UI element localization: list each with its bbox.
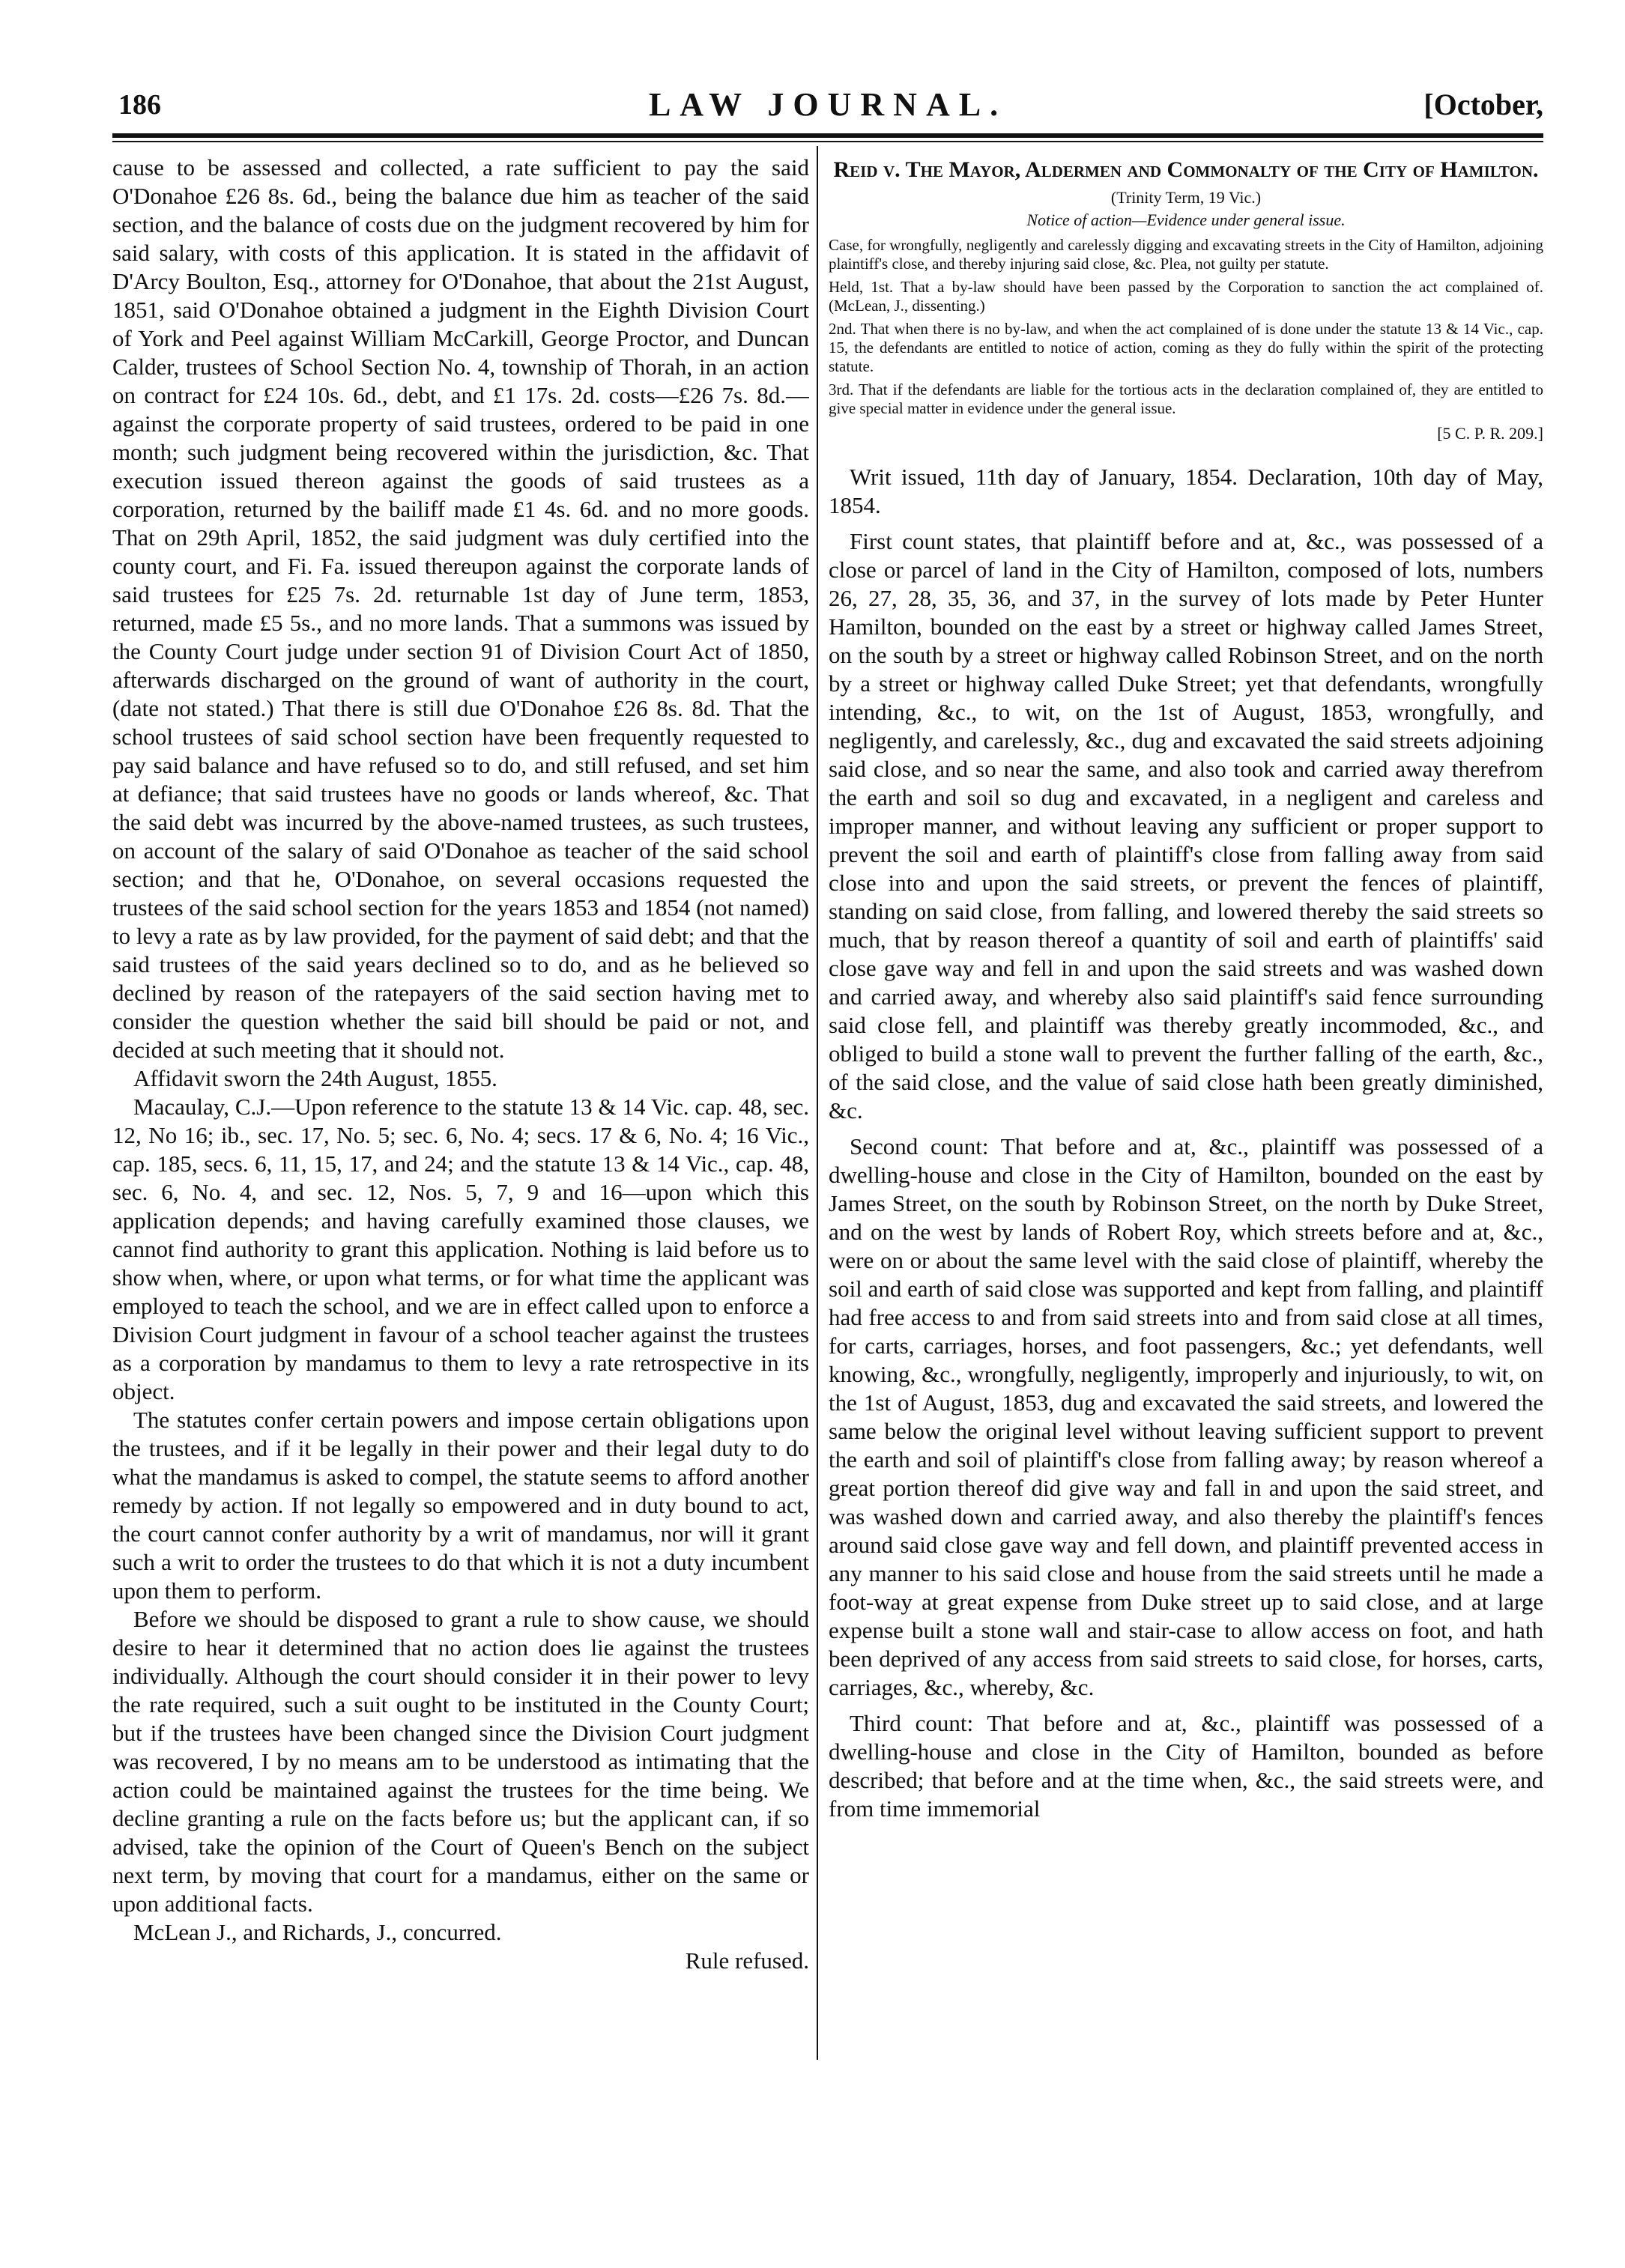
headnote: 3rd. That if the defendants are liable for the tortious acts in the declaration complained of, they are entitled to give special matter in evidence under the general issue. xyxy=(829,380,1543,417)
paragraph: The statutes confer certain powers and impose certain obligations upon the trustees, and if it be legally in their power and their legal duty to do what the mandamus is asked to compel, the statute seems to afford another remedy by action. If not legally so empowered and in duty bound to act, the court cannot confer authority by a writ of mandamus, nor will it grant such a writ to order the trustees to do that which it is not a duty incumbent upon them to perform. xyxy=(112,1407,809,1604)
paragraph: cause to be assessed and collected, a rate sufficient to pay the said O'Donahoe £26 8s. 6d., being the balance due him as teacher of the said section, and the balance of costs due on the judgment recovered by him for said salary, with costs of this application. It is stated in the affidavit of D'Arcy Boulton, Esq., attorney for O'Donahoe, that about the 21st August, 1851, said O'Donahoe obtained a judgment in the Eighth Division Court of York and Peel against William McCarkill, George Proctor, and Duncan Calder, trustees of School Section No. 4, township of Thorah, in an action on contract for £24 10s. 6d., debt, and £1 17s. 2d. costs—£26 7s. 8d.—against the corporate property of said trustees, ordered to be paid in one month; such judgment being recovered within the jurisdiction, &c. That execution issued thereon against the goods of said trustees as a corporation, returned by the bailiff made £1 4s. 6d. and no more goods. That on 29th April, 1852, the said judgment was duly certified into the county court, and Fi. Fa. issued thereupon against the corporate lands of said trustees for £25 7s. 2d. returnable 1st day of June term, 1853, returned, made £5 5s., and no more lands. That a summons was issued by the County Court judge under section 91 of Division Court Act of 1850, afterwards discharged on the ground of want of authority in the court, (date not stated.) That there is still due O'Donahoe £26 8s. 8d. That the school trustees of said school section have been frequently requested to pay said balance and have refused so to do, and still refused, and set him at defiance; that said trustees have no goods or lands whereof, &c. That the said debt was incurred by the above-named trustees, as such trustees, on account of the salary of said O'Donahoe as teacher of the said school section; and that he, O'Donahoe, on several occasions requested the trustees of the said school section for the years 1853 and 1854 (not named) to levy a rate as by law provided, for the payment of said debt; and that the said trustees of the said years declined so to do, and as he believed so declined by reason of the ratepayers of the said section having met to consider the question whether the said bill should be paid or not, and decided at such meeting that it should not. xyxy=(112,154,809,1063)
paragraph: McLean J., and Richards, J., concurred. xyxy=(133,1919,502,1945)
paragraph: Third count: That before and at, &c., plaintiff was possessed of a dwelling-house and close in the City of Hamilton, bounded as before described; that before and at the time when, &c., the said streets were, and from time immemorial xyxy=(829,1710,1543,1822)
paragraph: Second count: That before and at, &c., plaintiff was possessed of a dwelling-house and close in the City of Hamilton, bounded on the east by James Street, on the south by Robinson Street, on the north by Duke Street, and on the west by lands of Robert Roy, which streets before and at, &c., were on or about the same level with the said close of plaintiff, whereby the soil and earth of said close was supported and kept from falling, and plaintiff had free access to and from said streets into and from said close at all times, for carts, carriages, horses, and foot passengers, &c.; yet defendants, well knowing, &c., wrongfully, negligently, improperly and injuriously, to wit, on the 1st of August, 1853, dug and excavated the said streets, and lowered the same below the original level without leaving sufficient support to prevent the earth and soil of plaintiff's close from falling away; by reason whereof a great portion thereof did give way and fall in and upon the said street, and was washed down and carried away, and also thereby the plaintiff's fences around said close gave way and fell down, and plaintiff prevented access in any manner to his said close and house from the said streets until he made a foot-way at great expense from Duke street up to said close, and at large expense built a stone wall and stair-case to allow access on foot, and hath been deprived of any access from said streets to said close, for horses, carts, carriages, &c., whereby, &c. xyxy=(829,1133,1543,1700)
page-header xyxy=(112,81,1543,133)
header-rule-thick xyxy=(112,133,1543,138)
month-label: [October, xyxy=(1423,88,1543,121)
paragraph: First count states, that plaintiff before and at, &c., was possessed of a close or parcel of land in the City of Hamilton, composed of lots, numbers 26, 27, 28, 35, 36, and 37, in the survey of lots made by Peter Hunter Hamilton, bounded on the east by a street or highway called James Street, on the south by a street or highway called Robinson Street, and on the north by a street or highway called Duke Street; yet that defendants, wrongfully intending, &c., to wit, on the 1st of August, 1853, wrongfully, and negligently, and carelessly, &c., dug and excavated the said streets adjoining said close, and so near the same, and also took and carried away therefrom the earth and soil so dug and excavated, in a negligent and careless and improper manner, and without leaving any sufficient or proper support to prevent the soil and earth of plaintiff's close from falling away from said close into and upon the said streets, or prevent the fences of plaintiff, standing on said close, from falling, and lowered thereby the said streets so much, that by reason thereof a quantity of soil and earth of plaintiffs' said close gave way and fell in and upon the said streets and was washed down and carried away, and whereby also said plaintiff's said fence surrounding said close fell, and plaintiff was thereby greatly incommoded, &c., and obliged to build a stone wall to prevent the further falling of the earth, &c., of the said close, and the value of said close hath been greatly diminished, &c. xyxy=(829,528,1543,1124)
headnote: Held, 1st. That a by-law should have been passed by the Corporation to sanction the act complained of. (McLean, J., dissenting.) xyxy=(829,278,1543,315)
left-column xyxy=(112,154,809,2131)
paragraph: Macaulay, C.J.—Upon reference to the statute 13 & 14 Vic. cap. 48, sec. 12, No 16; ib., sec. 17, No. 5; sec. 6, No. 4; secs. 17 & 6, No. 4; 16 Vic., cap. 185, secs. 6, 11, 15, 17, and 24; and the statute 13 & 14 Vic., cap. 48, sec. 6, No. 4, and sec. 12, Nos. 5, 7, 9 and 16—upon which this application depends; and having carefully examined those clauses, we cannot find authority to grant this application. Nothing is laid before us to show when, where, or upon what terms, or for what time the applicant was employed to teach the school, and we are in effect called upon to enforce a Division Court judgment in favour of a school teacher against the trustees as a corporation by mandamus to them to levy a rate retrospective in its object. xyxy=(112,1094,809,1404)
paragraph: Writ issued, 11th day of January, 1854. Declaration, 10th day of May, 1854. xyxy=(829,464,1543,518)
paragraph: Affidavit sworn the 24th August, 1855. xyxy=(133,1065,497,1091)
notice-line: Notice of action—Evidence under general issue. xyxy=(1026,210,1346,229)
right-column xyxy=(829,154,1543,2131)
page-number: 186 xyxy=(118,89,161,121)
case-title: Reid v. The Mayor, Aldermen and Commonalty of the City of Hamilton. xyxy=(833,157,1539,182)
running-title: LAW JOURNAL. xyxy=(648,86,1008,123)
headnote: 2nd. That when there is no by-law, and when the act complained of is done under the statute 13 & 14 Vic., cap. 15, the defendants are entitled to notice of action, coming as they do fully within the spirit of the protecting statute. xyxy=(829,320,1543,375)
header-rule-thin xyxy=(112,141,1543,142)
paragraph: Before we should be disposed to grant a rule to show cause, we should desire to hear it determined that no action does lie against the trustees individually. Although the court should consider it in their power to levy the rate required, such a suit ought to be instituted in the County Court; but if the trustees have been changed since the Division Court judgment was recovered, I by no means am to be understood as intimating that the action could be maintained against the trustees for the time being. We decline granting a rule on the facts before us; but the applicant can, if so advised, take the opinion of the Court of Queen's Bench on the subject next term, by moving that court for a mandamus, either on the same or upon additional facts. xyxy=(112,1606,809,1917)
citation: [5 C. P. R. 209.] xyxy=(1437,424,1543,443)
headnote: Case, for wrongfully, negligently and carelessly digging and excavating streets in the City of Hamilton, adjoining plaintiff's close, and thereby injuring said close, &c. Plea, not guilty per statute. xyxy=(829,236,1543,273)
term-label: (Trinity Term, 19 Vic.) xyxy=(1110,188,1262,207)
ruling: Rule refused. xyxy=(685,1947,809,1974)
column-divider xyxy=(817,146,818,2060)
